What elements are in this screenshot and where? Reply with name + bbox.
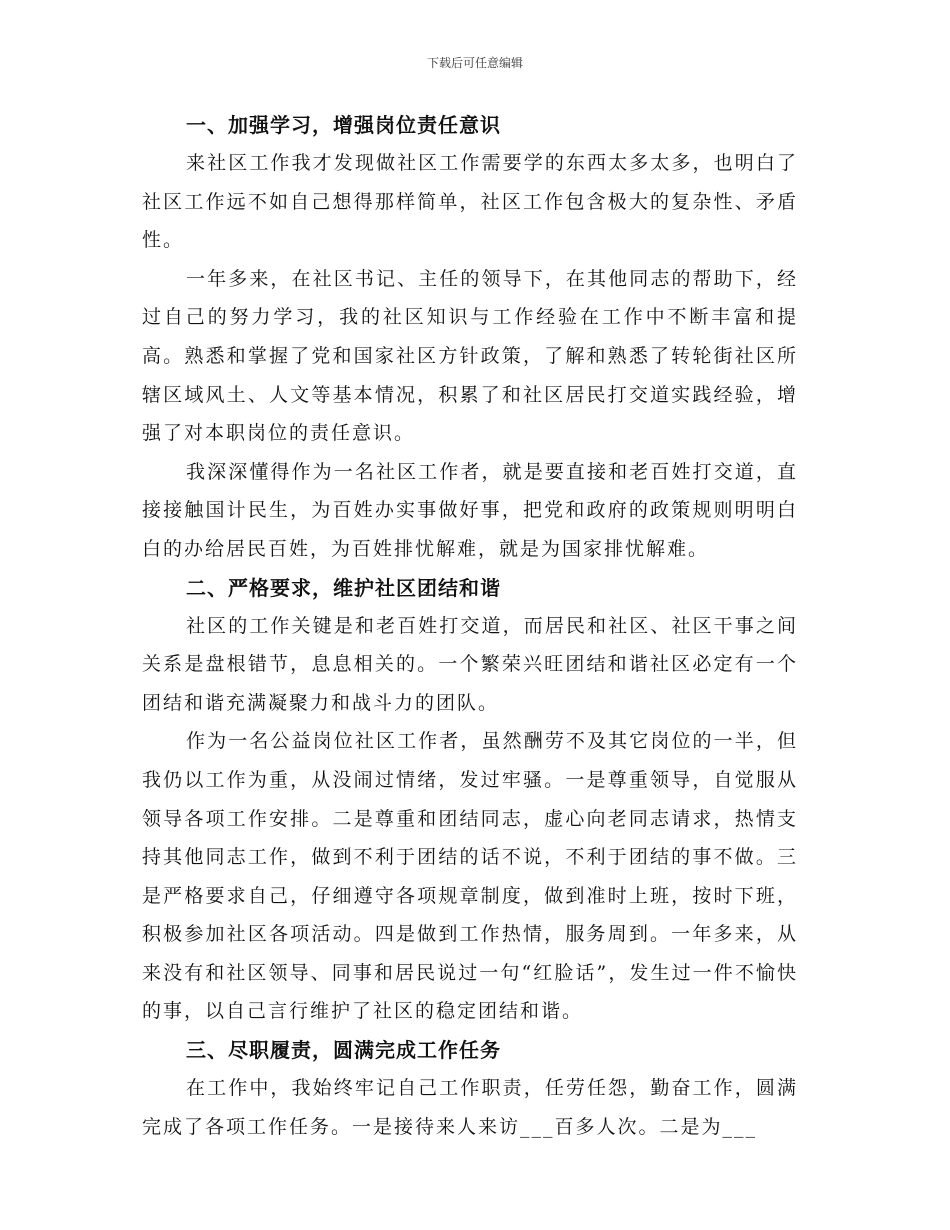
section-2: [142, 569, 798, 1032]
section-heading: 一、加强学习，增强岗位责任意识: [186, 113, 501, 137]
paragraph: 社区的工作关键是和老百姓打交道，而居民和社区、社区干事之间关系是盘根错节，息息相关的。一个繁荣兴旺团结和谐社区必定有一个团结和谐充满凝聚力和战斗力的团队。: [142, 614, 798, 714]
paragraph: 在工作中，我始终牢记自己工作职责，任劳任怨，勤奋工作，圆满完成了各项工作任务。一是接待来人来访___百多人次。二是为___: [142, 1077, 798, 1138]
paragraph: 来社区工作我才发现做社区工作需要学的东西太多太多，也明白了社区工作远不如自己想得那样简单，社区工作包含极大的复杂性、矛盾性。: [142, 152, 798, 252]
paragraph: 我深深懂得作为一名社区工作者，就是要直接和老百姓打交道，直接接触国计民生，为百姓办实事做好事，把党和政府的政策规则明明白白的办给居民百姓，为百姓排忧解难，就是为国家排忧解难。: [142, 460, 798, 560]
section-3: [142, 1031, 798, 1146]
section-heading: 三、尽职履责，圆满完成工作任务: [186, 1038, 501, 1063]
section-heading: 二、严格要求，维护社区团结和谐: [186, 575, 501, 600]
paragraph: 一年多来，在社区书记、主任的领导下，在其他同志的帮助下，经过自己的努力学习，我的社区知识与工作经验在工作中不断丰富和提高。熟悉和掌握了党和国家社区方针政策，了解和熟悉了转轮街社区所辖区域风土、人文等基本情况，积累了和社区居民打交道实践经验，增强了对本职岗位的责任意识。: [142, 267, 798, 445]
paragraph: 作为一名公益岗位社区工作者，虽然酬劳不及其它岗位的一半，但我仍以工作为重，从没闹过情绪，发过牢骚。一是尊重领导，自觉服从领导各项工作安排。二是尊重和团结同志，虚心向老同志请求，热情支持其他同志工作，做到不利于团结的话不说，不利于团结的事不做。三是严格要求自己，仔细遵守各项规章制度，做到准时上班，按时下班，积极参加社区各项活动。四是做到工作热情，服务周到。一年多来，从来没有和社区领导、同事和居民说过一句“红脸话”，发生过一件不愉快的事，以自己言行维护了社区的稳定团结和谐。: [142, 730, 798, 1023]
header-note: 下载后可任意编辑: [426, 56, 523, 70]
document-body: [142, 106, 798, 1146]
section-1: [142, 106, 798, 569]
